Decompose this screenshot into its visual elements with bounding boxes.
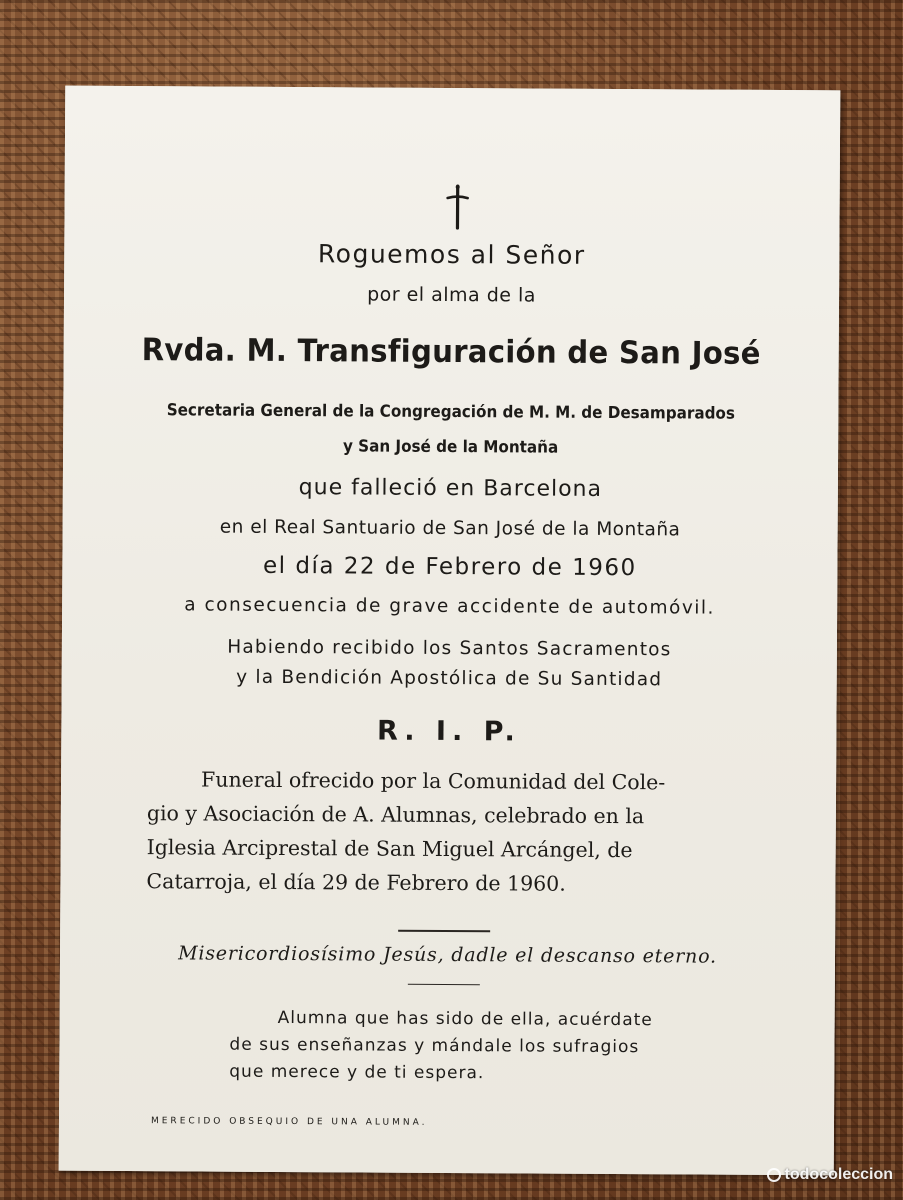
header-line-2: por el alma de la	[367, 283, 537, 307]
divider-rule	[398, 930, 490, 933]
title-line-2: y San José de la Montaña	[342, 436, 559, 457]
death-line-2: en el Real Santuario de San José de la Montaña	[219, 516, 681, 541]
footer-credit: MERECIDO OBSEQUIO DE UNA ALUMNA.	[150, 1116, 428, 1128]
alumna-line: que merece y de ti espera.	[229, 1061, 485, 1084]
funeral-line: Iglesia Arciprestal de San Miguel Arcángel, de	[146, 835, 633, 863]
todocoleccion-logo-icon	[767, 1168, 781, 1182]
prayer-line: Misericordiosísimo Jesús, dadle el descanso eterno.	[178, 942, 717, 968]
cross-icon	[443, 184, 471, 230]
watermark	[767, 1166, 893, 1184]
alumna-line: Alumna que has sido de ella, acuérdate	[277, 1007, 653, 1031]
funeral-line: Catarroja, el día 29 de Febrero de 1960.	[146, 869, 566, 896]
header-line-1: Roguemos al Señor	[317, 239, 586, 270]
rip-text: R. I. P.	[376, 715, 521, 748]
watermark-text: todocoleccion	[784, 1166, 893, 1183]
death-line-1: que falleció en Barcelona	[298, 475, 603, 502]
title-line-1: Secretaria General de la Congregación de M. M. de Desamparados	[166, 400, 735, 423]
funeral-line: Funeral ofrecido por la Comunidad del Cole-	[201, 767, 666, 795]
death-cause: a consecuencia de grave accidente de automóvil.	[184, 594, 716, 619]
alumna-paragraph	[229, 1005, 789, 1089]
divider-rule	[408, 984, 480, 985]
memorial-card	[59, 86, 841, 1176]
sacraments-line-2: y la Bendición Apostólica de Su Santidad	[236, 666, 663, 691]
death-date: el día 22 de Febrero de 1960	[262, 552, 637, 582]
sacraments-line-1: Habiendo recibido los Santos Sacramentos	[227, 636, 672, 661]
deceased-name: Rvda. M. Transfiguración de San José	[141, 332, 761, 372]
funeral-paragraph	[146, 762, 747, 902]
alumna-line: de sus enseñanzas y mándale los sufragios	[229, 1034, 640, 1058]
funeral-line: gio y Asociación de A. Alumnas, celebrado en la	[146, 801, 645, 829]
